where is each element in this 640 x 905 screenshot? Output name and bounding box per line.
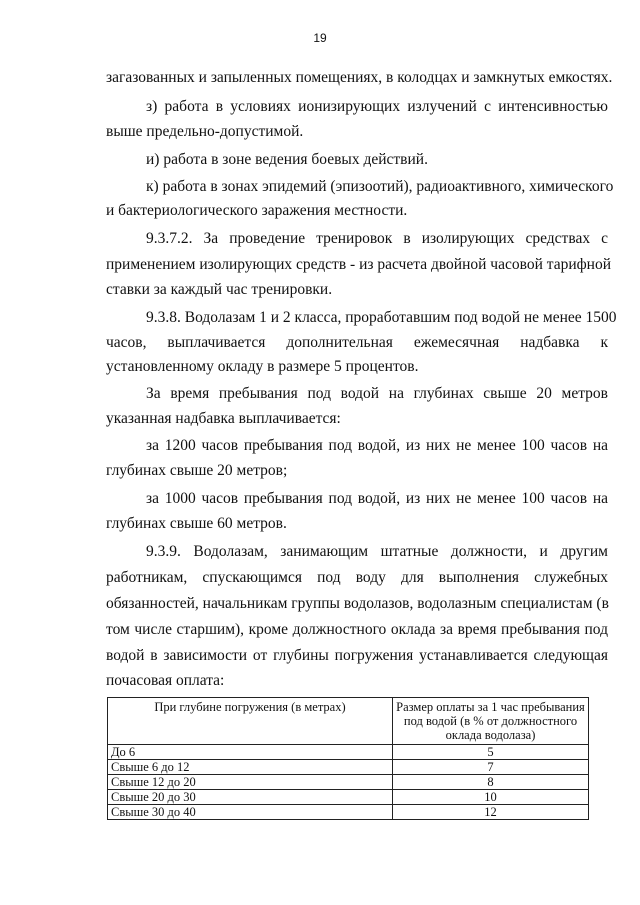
table-row bbox=[108, 790, 589, 805]
text-line: з) работа в условиях ионизирующих излучений с интенсивностью bbox=[146, 98, 608, 115]
table-cell-depth: Свыше 20 до 30 bbox=[108, 790, 393, 805]
table-cell-depth: Свыше 6 до 12 bbox=[108, 760, 393, 775]
table-cell-depth: Свыше 12 до 20 bbox=[108, 775, 393, 790]
text-line: За время пребывания под водой на глубинах свыше 20 метров bbox=[146, 385, 608, 402]
text-line: за 1200 часов пребывания под водой, из них не менее 100 часов на bbox=[146, 437, 608, 454]
text-line: обязанностей, начальникам группы водолазов, водолазным специалистам (в bbox=[106, 595, 609, 612]
table-row bbox=[108, 775, 589, 790]
table-row bbox=[108, 760, 589, 775]
table-header-row bbox=[108, 698, 589, 745]
text-line: загазованных и запыленных помещениях, в колодцах и замкнутых емкостях. bbox=[106, 69, 613, 86]
text-line: водой в зависимости от глубины погружения устанавливается следующая bbox=[106, 647, 608, 664]
table-row bbox=[108, 745, 589, 760]
text-line: том числе старшим), кроме должностного оклада за время пребывания под bbox=[106, 621, 608, 638]
table-cell-percent: 7 bbox=[393, 760, 589, 775]
text-line: 9.3.7.2. За проведение тренировок в изолирующих средствах с bbox=[146, 230, 608, 247]
text-line: и бактериологического заражения местности. bbox=[106, 202, 408, 219]
table-cell-percent: 12 bbox=[393, 805, 589, 820]
text-line: указанная надбавка выплачивается: bbox=[106, 410, 341, 427]
payment-table bbox=[107, 697, 589, 820]
table-cell-percent: 10 bbox=[393, 790, 589, 805]
text-line: ставки за каждый час тренировки. bbox=[106, 281, 333, 298]
page-number: 19 bbox=[313, 31, 327, 45]
text-line: глубинах свыше 60 метров. bbox=[106, 515, 287, 532]
text-line: 9.3.9. Водолазам, занимающим штатные должности, и другим bbox=[146, 543, 608, 560]
text-line: работникам, спускающимся под воду для выполнения служебных bbox=[106, 569, 608, 586]
table-cell-depth: Свыше 30 до 40 bbox=[108, 805, 393, 820]
text-line: к) работа в зонах эпидемий (эпизоотий), радиоактивного, химического bbox=[146, 178, 614, 195]
text-line: 9.3.8. Водолазам 1 и 2 класса, проработавшим под водой не менее 1500 bbox=[146, 309, 617, 326]
table-cell-depth: До 6 bbox=[108, 745, 393, 760]
text-line: и) работа в зоне ведения боевых действий. bbox=[146, 151, 428, 168]
table-row bbox=[108, 805, 589, 820]
table-header-depth: При глубине погружения (в метрах) bbox=[108, 698, 393, 745]
text-line: часов, выплачивается дополнительная ежемесячная надбавка к bbox=[106, 334, 608, 351]
table-cell-percent: 8 bbox=[393, 775, 589, 790]
text-line: установленному окладу в размере 5 процентов. bbox=[106, 358, 419, 375]
text-line: глубинах свыше 20 метров; bbox=[106, 462, 288, 479]
table-cell-percent: 5 bbox=[393, 745, 589, 760]
text-line: применением изолирующих средств - из расчета двойной часовой тарифной bbox=[106, 256, 612, 273]
text-line: почасовая оплата: bbox=[106, 672, 225, 689]
text-line: выше предельно-допустимой. bbox=[106, 123, 304, 140]
text-line: за 1000 часов пребывания под водой, из них не менее 100 часов на bbox=[146, 490, 608, 507]
table-header-payment: Размер оплаты за 1 час пребывания под водой (в % от должностного оклада водолаза) bbox=[393, 698, 589, 745]
